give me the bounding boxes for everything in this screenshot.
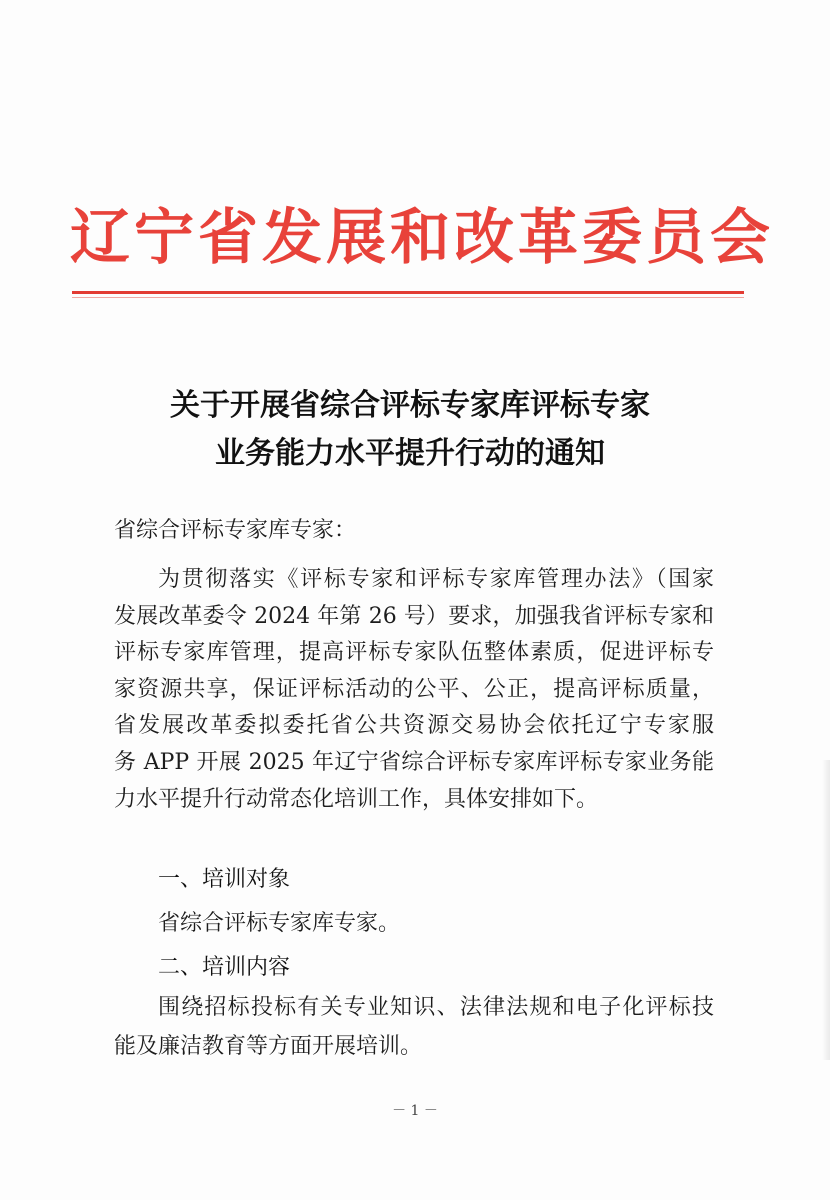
page-number: － 1 － xyxy=(392,1103,438,1119)
intro-line: 务 APP 开展 2025 年辽宁省综合评标专家库评标专家业务能 xyxy=(114,749,714,775)
intro-line: 评标专家库管理，提高评标专家队伍整体素质，促进评标专 xyxy=(114,640,714,666)
salutation: 省综合评标专家库专家： xyxy=(114,518,357,543)
section-body-training-target: 省综合评标专家库专家。 xyxy=(158,911,401,936)
intro-paragraph xyxy=(114,562,714,818)
red-divider-line xyxy=(72,291,744,294)
training-content-line: 围绕招标投标有关专业知识、法律法规和电子化评标技 xyxy=(158,995,714,1020)
intro-line: 家资源共享，保证评标活动的公平、公正，提高评标质量， xyxy=(114,676,714,702)
intro-line: 为贯彻落实《评标专家和评标专家库管理办法》（国家 xyxy=(158,567,714,592)
intro-line: 力水平提升行动常态化培训工作，具体安排如下。 xyxy=(114,786,599,812)
training-content-line: 能及廉洁教育等方面开展培训。 xyxy=(114,1034,423,1059)
intro-line: 省发展改革委拟委托省公共资源交易协会依托辽宁专家服 xyxy=(114,713,714,739)
intro-line: 发展改革委令 2024 年第 26 号）要求，加强我省评标专家和 xyxy=(114,603,714,629)
red-divider-line-thin xyxy=(72,297,744,298)
section-heading-training-target: 一、培训对象 xyxy=(158,867,291,892)
page-edge-shadow xyxy=(822,760,830,1060)
training-content-paragraph xyxy=(114,988,714,1066)
document-title xyxy=(100,382,720,478)
organization-header: 辽宁省发展和改革委员会 xyxy=(70,203,774,273)
document-title-line-2: 业务能力水平提升行动的通知 xyxy=(215,436,605,471)
section-heading-training-content: 二、培训内容 xyxy=(158,955,291,980)
document-title-line-1: 关于开展省综合评标专家库评标专家 xyxy=(170,388,650,423)
